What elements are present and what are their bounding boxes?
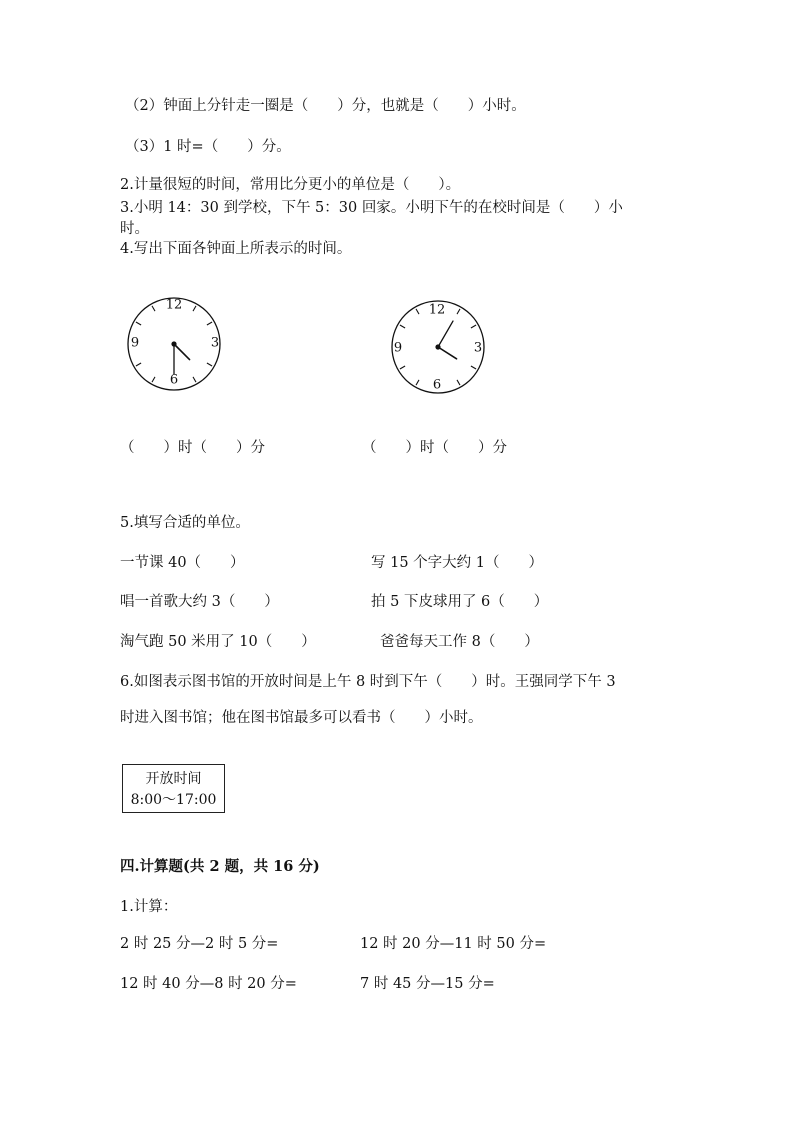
clock-2-label-12: 12 [428,302,446,318]
q5-item-4: 拍 5 下皮球用了 6（ ） [371,594,549,610]
hour-tick [400,366,405,369]
q5-item-1: 一节课 40（ ） [120,555,245,571]
hour-tick [400,325,405,328]
hour-tick [152,306,155,311]
hour-tick [193,377,196,382]
clock-center [171,341,176,346]
q5-item-6: 爸爸每天工作 8（ ） [380,634,539,650]
library-hours-box [122,764,225,813]
clock-1-label-6: 6 [169,372,179,388]
q5-item-5: 淘气跑 50 米用了 10（ ） [120,634,316,650]
clock-2-label-9: 9 [393,340,403,356]
question-1-3: （3）1 时=（ ）分。 [125,139,291,155]
hour-tick [416,380,419,385]
calc-item-4: 7 时 45 分—15 分= [360,976,495,992]
library-hours-range: 8:00～17:00 [130,792,217,808]
minute-hand [438,321,453,347]
hour-tick [136,322,141,325]
clock-center [435,344,440,349]
q5-item-2: 写 15 个字大约 1（ ） [371,555,544,571]
clock-2-label-6: 6 [432,377,442,393]
clock-1-label-3: 3 [210,335,220,351]
question-5: 5.填写合适的单位。 [120,515,250,531]
clock-1-label-12: 12 [165,297,183,313]
calc-item-2: 12 时 20 分—11 时 50 分= [360,936,547,952]
hour-tick [207,363,212,366]
hour-tick [457,309,460,314]
hour-tick [457,380,460,385]
question-4: 4.写出下面各钟面上所表示的时间。 [120,241,352,257]
section-4-title: 四.计算题(共 2 题，共 16 分) [120,858,320,875]
hour-tick [471,325,476,328]
hour-tick [193,306,196,311]
hour-tick [416,309,419,314]
hour-hand [438,347,457,359]
calc-item-3: 12 时 40 分—8 时 20 分= [120,976,297,992]
calc-item-1: 2 时 25 分—2 时 5 分= [120,936,279,952]
section-4-question-1: 1.计算： [120,899,178,915]
hour-tick [471,366,476,369]
question-1-2: （2）钟面上分针走一圈是（ ）分，也就是（ ）小时。 [125,98,526,114]
question-3-line2: 时。 [120,221,149,237]
hour-tick [152,377,155,382]
question-3-line1: 3.小明 14：30 到学校，下午 5：30 回家。小明下午的在校时间是（ ）小 [120,200,623,216]
question-4-answer-right: （ ）时（ ）分 [362,440,507,456]
question-6-line2: 时进入图书馆；他在图书馆最多可以看书（ ）小时。 [120,710,483,726]
hour-hand [174,344,190,360]
question-2: 2.计量很短的时间，常用比分更小的单位是（ ）。 [120,177,461,193]
hour-tick [207,322,212,325]
question-4-answer-left: （ ）时（ ）分 [120,440,265,456]
clock-2-label-3: 3 [473,340,483,356]
clock-1-label-9: 9 [130,335,140,351]
question-6-line1: 6.如图表示图书馆的开放时间是上午 8 时到下午（ ）时。王强同学下午 3 [120,674,616,690]
library-hours-title: 开放时间 [145,771,202,787]
q5-item-3: 唱一首歌大约 3（ ） [120,594,279,610]
hour-tick [136,363,141,366]
